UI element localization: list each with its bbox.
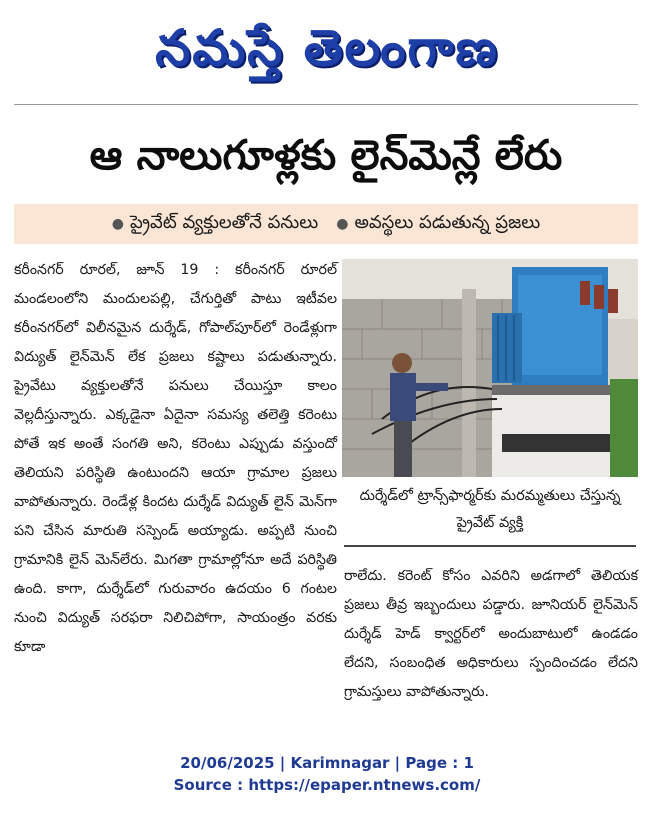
source-link[interactable]: Source : https://epaper.ntnews.com/: [173, 776, 481, 794]
subheadline-bar: [14, 204, 638, 244]
article-body-text: రాలేదు. కరెంట్ కోసం ఎవరిని అడగాలో తెలియక ప్రజలు తీవ్ర ఇబ్బందులు పడ్డారు. జూనియర్ లైన్‌మెన్ దుర్శేడ్ హెడ్ క్వార్టర్‌లో అందుబాటులో ఉండడం లేదని, సంబంధిత అధికారులు స్పందించడం లేదని గ్రామస్తులు వాపోతున్నారు.: [344, 568, 638, 700]
transformer-repair-photo: [342, 259, 638, 477]
subhead-text: అవస్థలు పడుతున్న ప్రజలు: [354, 211, 541, 233]
article-column-right: [344, 562, 638, 707]
article-column-left: [14, 256, 337, 662]
edition-info: 20/06/2025 | Karimnagar | Page : 1: [180, 754, 474, 772]
article-photo: [342, 259, 638, 477]
subhead-item: [336, 212, 540, 237]
masthead-divider: [14, 104, 638, 105]
newspaper-masthead: నమస్తే తెలంగాణ: [155, 19, 499, 77]
bullet-icon: ●: [111, 215, 124, 232]
source-footer: [0, 752, 654, 796]
subhead-text: ప్రైవేట్ వ్యక్తులతోనే పనులు: [129, 211, 319, 233]
photo-caption: దుర్శేడ్‌లో ట్రాన్స్‌ఫార్మర్‌కు మరమ్మతులు చేస్తున్న ప్రైవేట్ వ్యక్తి: [344, 483, 636, 547]
article-headline: ఆ నాలుగూళ్లకు లైన్‌మెన్లే లేరు: [89, 131, 563, 179]
bullet-icon: ●: [336, 215, 349, 232]
subhead-item: [112, 212, 319, 237]
article-body-text: కరీంనగర్ రూరల్, జూన్ 19 : కరీంనగర్ రూరల్ మండలంలోని మందులపల్లి, చేగుర్తితో పాటు ఇటీవల కరీంనగర్‌లో విలీనమైన దుర్శేడ్, గోపాల్‌పూర్‌లో రెండేళ్లుగా విద్యుత్ లైన్‌మెన్ లేక ప్రజలు కష్టాలు పడుతున్నారు. ప్రైవేటు వ్యక్తులతోనే పనులు చేయిస్తూ కాలం వెల్లదీస్తున్నారు. ఎక్కడైనా ఏదైనా సమస్య తలెత్తి కరెంటు పోతే ఇక అంతే సంగతి అని, కరెంటు ఎప్పుడు వస్తుందో తెలియని పరిస్థితి ఉంటుందని ఆయా గ్రామాల ప్రజలు వాపోతున్నారు. రెండేళ్ల కిందట దుర్శేడ్ విద్యుత్ లైన్ మెన్‌గా పని చేసిన మారుతి సస్పెండ్ అయ్యాడు. అప్పటి నుంచి గ్రామానికి లైన్ మెన్‌లేరు. మిగతా గ్రామాల్లోనూ అదే పరిస్థితి ఉంది. కాగా, దుర్శేడ్‌లో గురువారం ఉదయం 6 గంటల నుంచి విద్యుత్ సరఫరా నిలిచిపోగా, సాయంత్రం వరకు కూడా: [14, 262, 337, 655]
